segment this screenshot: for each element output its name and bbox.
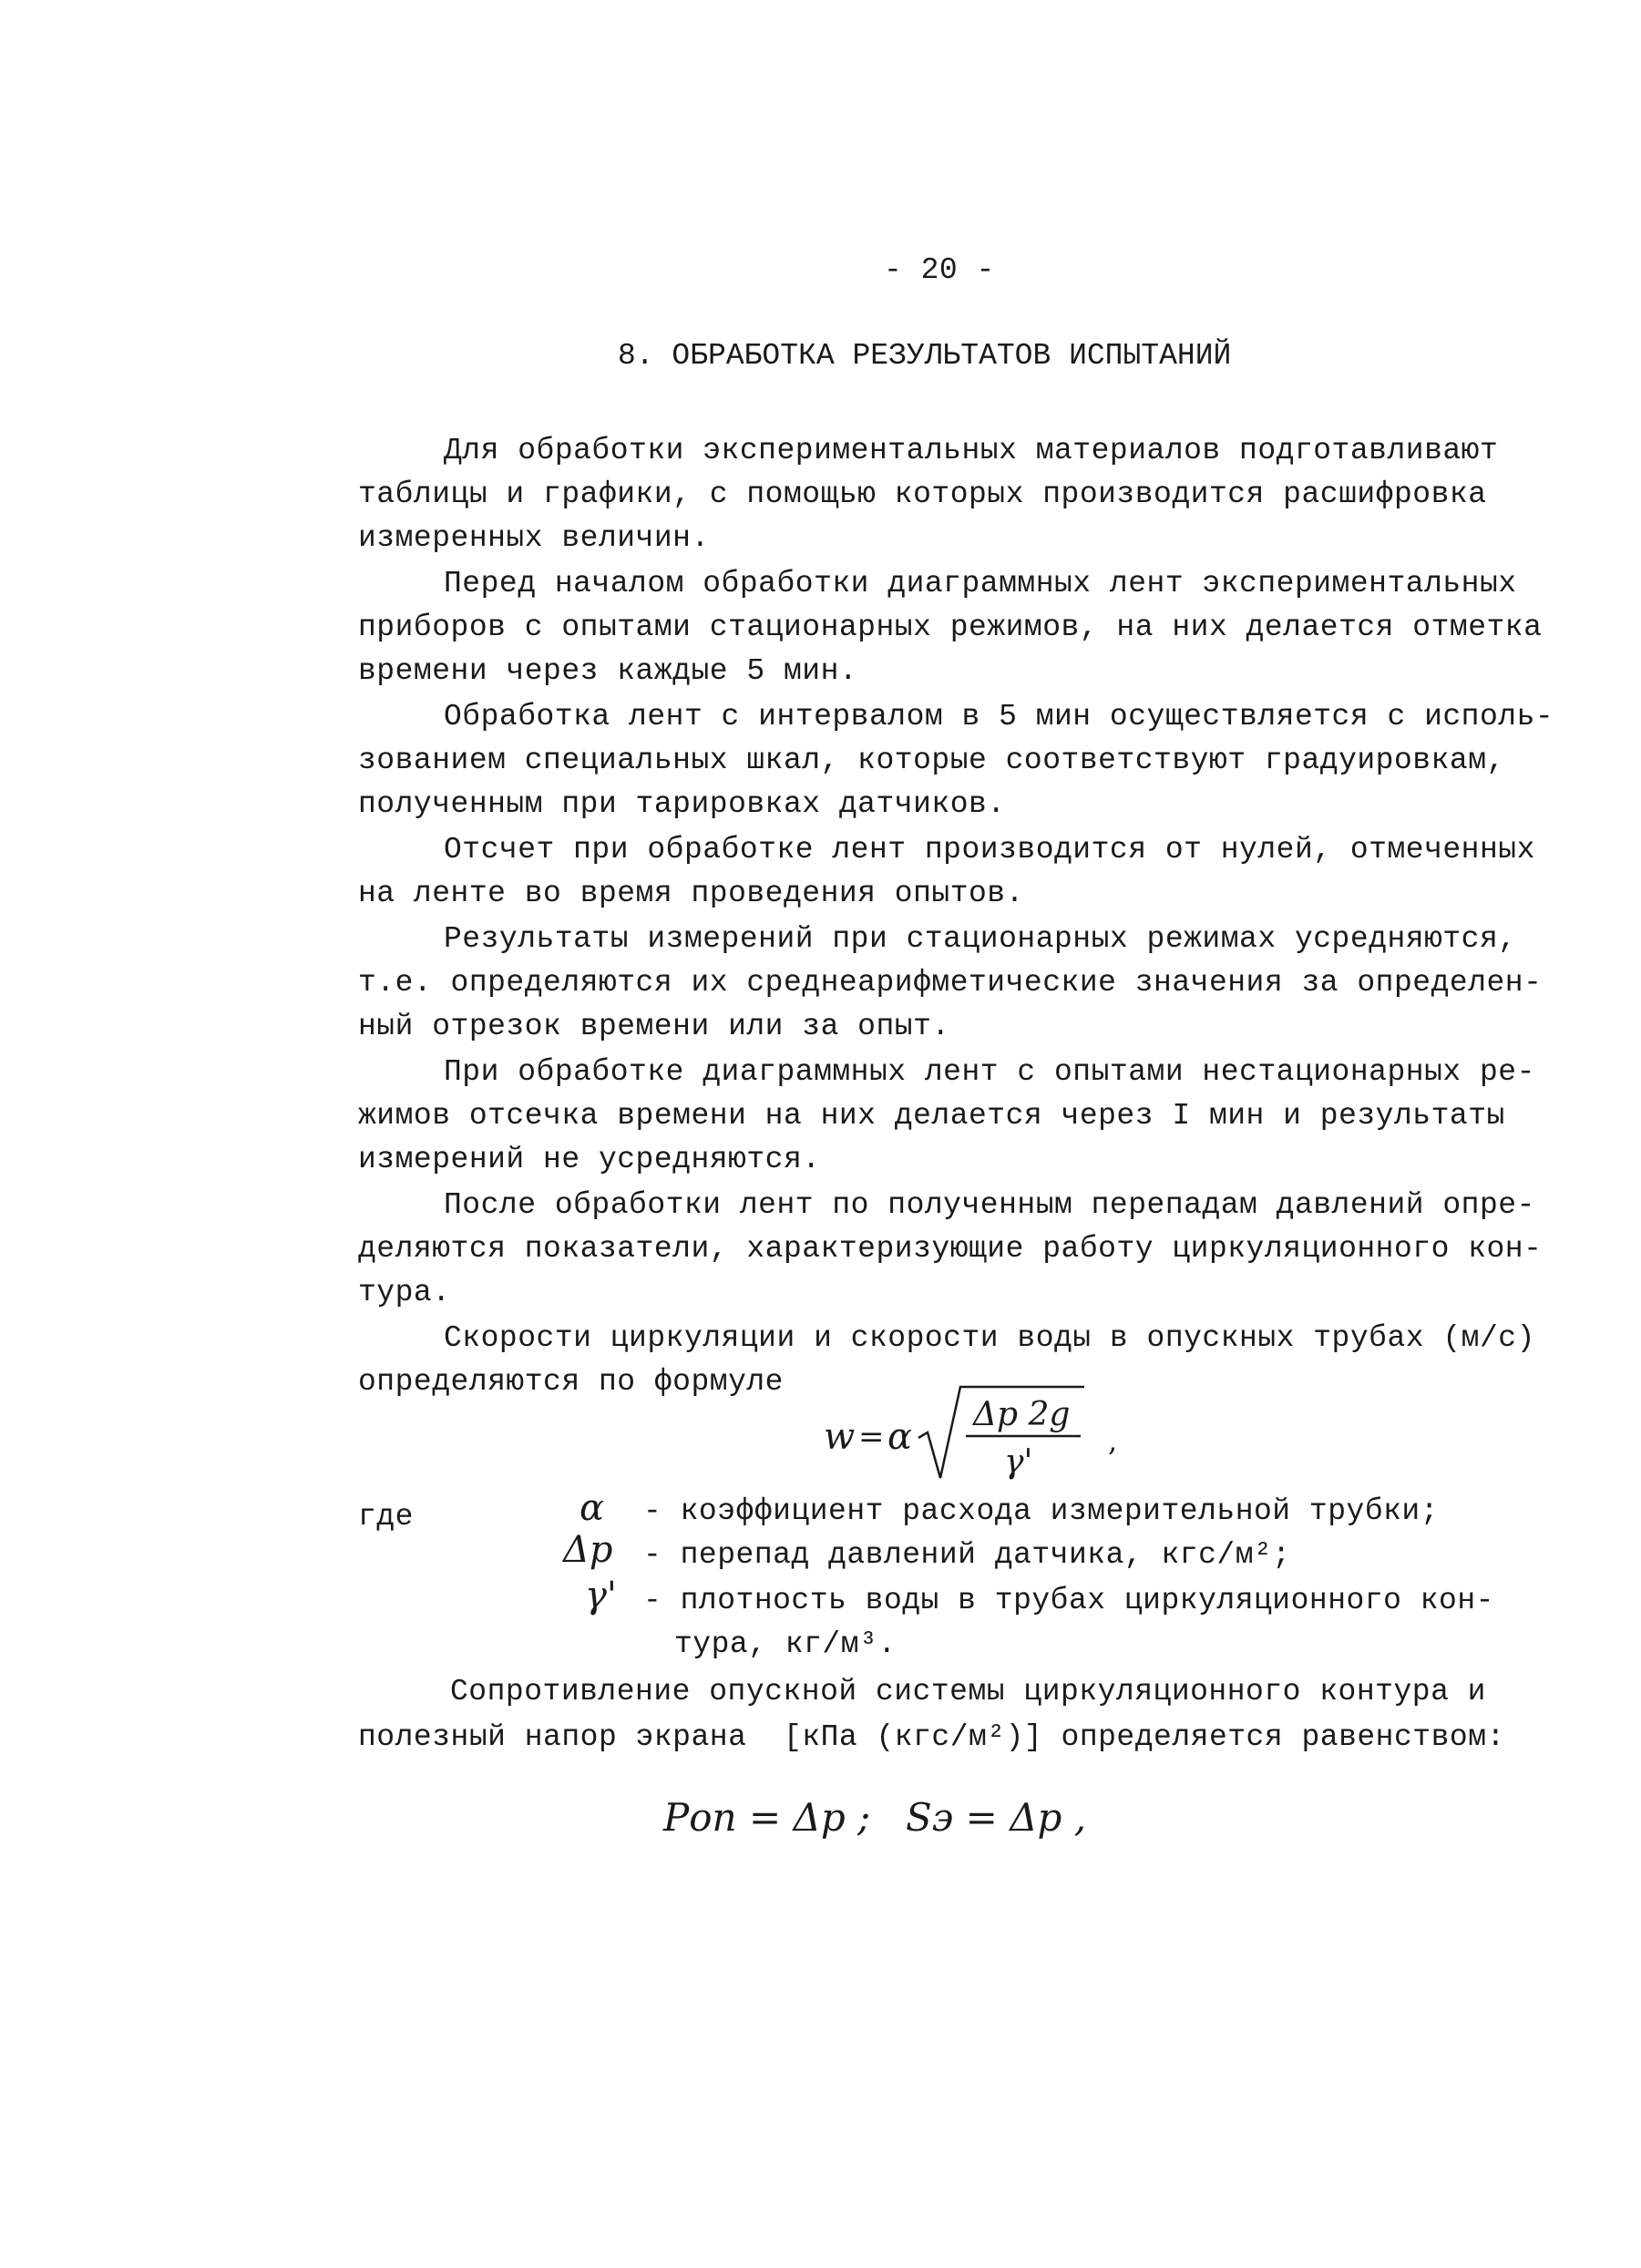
body-line: приборов с опытами стационарных режимов, на них делается отметка [358, 611, 1543, 644]
body-line: времени через каждые 5 мин. [358, 654, 858, 688]
body-line: измерений не усредняются. [358, 1143, 821, 1176]
formula-coef: α [887, 1416, 913, 1458]
resistance-formula: Pоп = Δp ; [663, 1795, 871, 1840]
body-line: Обработка лент с интервалом в 5 мин осуществляется с исполь- [444, 700, 1554, 734]
body-line: ный отрезок времени или за опыт. [358, 1010, 950, 1043]
section-heading: 8. ОБРАБОТКА РЕЗУЛЬТАТОВ ИСПЫТАНИЙ [618, 339, 1232, 373]
body-line: зованием специальных шкал, которые соответствуют градуировкам, [358, 744, 1505, 777]
formula-lhs: w [824, 1416, 856, 1458]
definition-text: - коэффициент расхода измерительной трубки; [643, 1494, 1440, 1528]
body-line: на ленте во время проведения опытов. [358, 877, 1024, 910]
body-line: т.е. определяются их среднеарифметические значения за определен- [358, 966, 1543, 1000]
body-line: полезный напор экрана [кПа (кгс/м²)] определяется равенством: [358, 1720, 1505, 1754]
definition-text: - перепад давлений датчика, кгс/м²; [643, 1538, 1291, 1572]
body-line: Результаты измерений при стационарных режимах усредняются, [444, 922, 1517, 956]
definition-text: тура, кг/м³. [674, 1627, 897, 1661]
body-line: При обработке диаграммных лент с опытами нестационарных ре- [444, 1055, 1535, 1089]
body-line: таблицы и графики, с помощью которых производится расшифровка [358, 477, 1487, 511]
def-symbol-gamma: γ' [585, 1575, 617, 1616]
page-number: - 20 - [884, 253, 995, 287]
body-line: деляются показатели, характеризующие работу циркуляционного кон- [358, 1232, 1543, 1266]
where-label: где [358, 1500, 414, 1534]
body-line: Сопротивление опускной системы циркуляционного контура и [450, 1675, 1486, 1709]
body-line: Для обработки экспериментальных материалов подготавливают [444, 434, 1499, 467]
def-symbol-alpha: α [579, 1487, 605, 1529]
def-symbol-delta-p: Δp [563, 1529, 613, 1571]
body-line: измеренных величин. [358, 521, 710, 555]
formula-trail: , [1108, 1423, 1118, 1458]
useful-head-formula: Sэ = Δp , [906, 1795, 1087, 1840]
velocity-formula [811, 1367, 1139, 1494]
body-line: Отсчет при обработке лент производится от нулей, отмеченных [444, 833, 1535, 867]
body-line: Скорости циркуляции и скорости воды в опускных трубах (м/с) [444, 1321, 1535, 1355]
body-line: определяются по формуле [358, 1365, 784, 1399]
body-line: полученным при тарировках датчиков. [358, 787, 1006, 821]
body-line: После обработки лент по полученным перепадам давлений опре- [444, 1188, 1535, 1222]
formula-numerator: Δp 2g [973, 1396, 1071, 1433]
body-line: Перед началом обработки диаграммных лент экспериментальных [444, 567, 1517, 600]
formula-eq: = [858, 1419, 885, 1455]
definition-text: - плотность воды в трубах циркуляционного кон- [643, 1584, 1494, 1617]
body-line: тура. [358, 1276, 451, 1309]
body-line: жимов отсечка времени на них делается через I мин и результаты [358, 1099, 1505, 1133]
formula-denominator: γ' [1004, 1443, 1033, 1481]
